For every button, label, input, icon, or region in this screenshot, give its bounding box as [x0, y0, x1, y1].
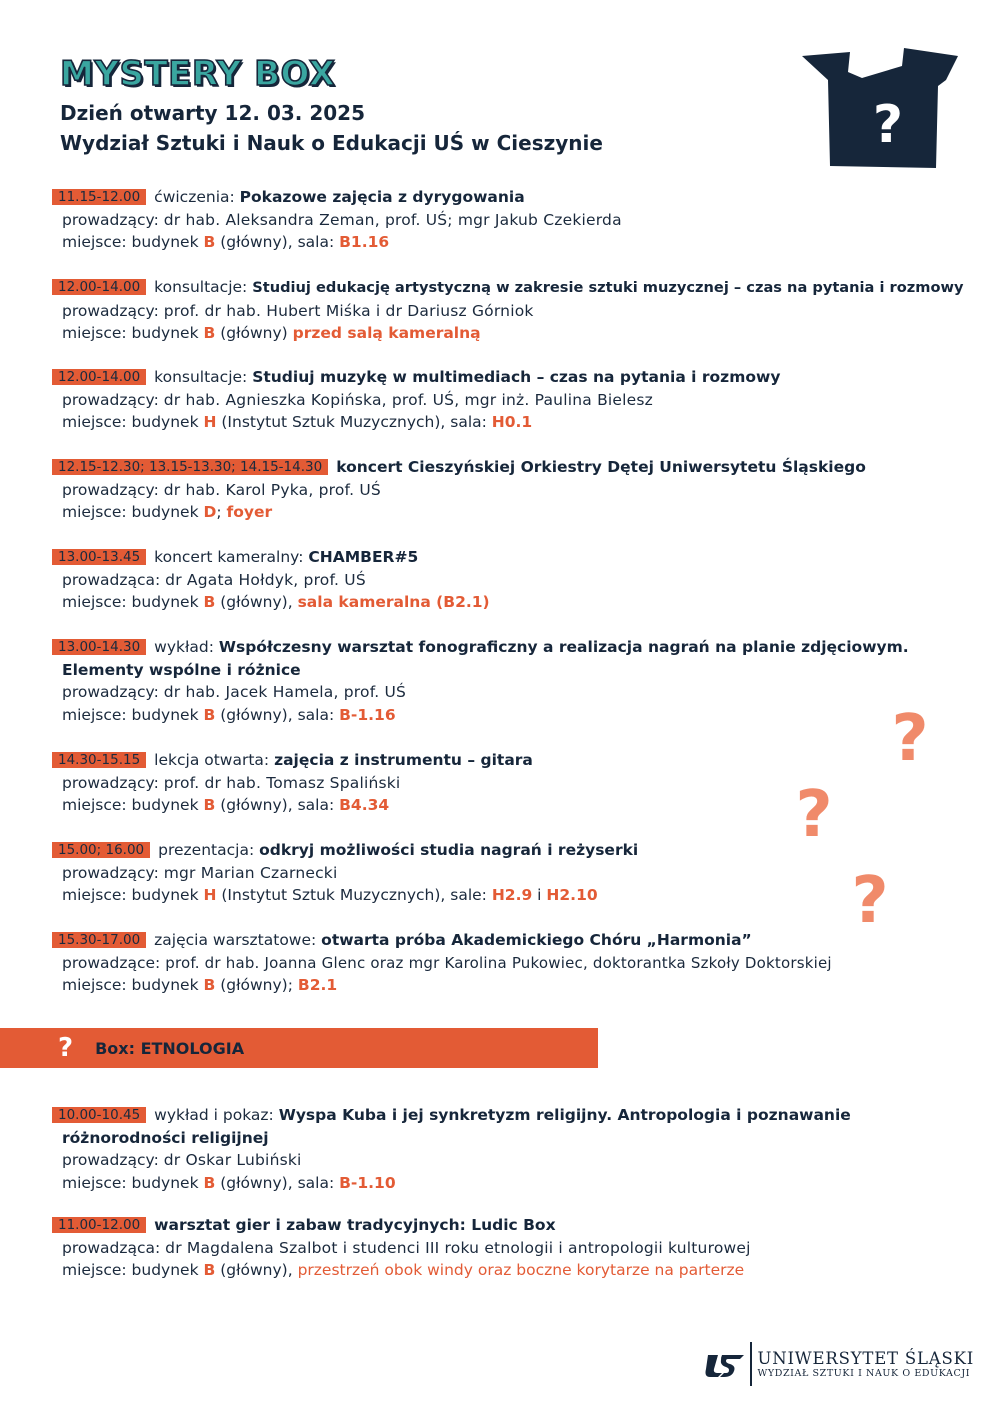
event-title: Studiuj edukację artystyczną w zakresie sztuki muzycznej – czas na pytania i rozmowy [252, 279, 964, 296]
room-code: foyer [226, 503, 273, 522]
university-name: UNIWERSYTET ŚLĄSKI [757, 1349, 975, 1368]
room-code: H2.10 [546, 886, 598, 905]
building-code: B [203, 796, 216, 815]
event-item: 12.15-12.30; 13.15-13.30; 14.15-14.30 koncert Cieszyńskiej Orkiestry Dętej Uniwersytetu Śląskiego prowadzący: dr hab. Karol Pyka, prof. UŚ miejsce: budynek D; foyer [62, 456, 970, 524]
svg-text:?: ? [795, 780, 833, 844]
event-time: 11.00-12.00 [52, 1217, 146, 1233]
event-title: Pokazowe zajęcia z dyrygowania [239, 188, 525, 206]
event-item: 15.00; 16.00 prezentacja: odkryj możliwości studia nagrań i reżyserki prowadzący: mgr Marian Czarnecki miejsce: budynek H (Instytut Sztuk Muzycznych), sale: H2.9 i H2.10 [62, 839, 970, 907]
event-item: 12.00-14.00 konsultacje: Studiuj edukację artystyczną w zakresie sztuki muzycznej – czas na pytania i rozmowy prowadzący: prof. dr hab. Hubert Miśka i dr Dariusz Górniok miejsce: budynek B (główny) przed salą kameralną [62, 276, 970, 345]
event-lead: dr hab. Agnieszka Kopińska, prof. UŚ, mgr inż. Paulina Bielesz [163, 390, 653, 409]
box-question-icon [800, 44, 962, 170]
building-code: B [203, 976, 216, 995]
building-code: B [203, 233, 216, 252]
event-time: 11.15-12.00 [52, 189, 146, 205]
event-time: 15.30-17.00 [52, 932, 146, 948]
event-time: 14.30-15.15 [52, 752, 146, 768]
event-lead: dr Oskar Lubiński [163, 1151, 302, 1170]
event-title: Wyspa Kuba i jej synkretyzm religijny. Antropologia i poznawanie [278, 1106, 851, 1124]
event-lead: prof. dr hab. Tomasz Spaliński [163, 773, 401, 792]
logo-divider [750, 1342, 752, 1386]
svg-text:?: ? [872, 95, 904, 155]
section-header-etnologia [0, 1028, 598, 1068]
building-code: B [203, 1261, 216, 1280]
event-title: koncert Cieszyńskiej Orkiestry Dętej Uniwersytetu Śląskiego [336, 458, 866, 476]
event-time: 12.00-14.00 [52, 369, 146, 385]
event-item: 13.00-13.45 koncert kameralny: CHAMBER#5 prowadząca: dr Agata Hołdyk, prof. UŚ miejsce: budynek B (główny), sala kameralna (B2.1) [62, 546, 970, 614]
event-lead: dr hab. Aleksandra Zeman, prof. UŚ; mgr Jakub Czekierda [163, 210, 622, 229]
event-item: 12.00-14.00 konsultacje: Studiuj muzykę w multimediach – czas na pytania i rozmowy prowadzący: dr hab. Agnieszka Kopińska, prof. UŚ, mgr inż. Paulina Bielesz miejsce: budynek H (Instytut Sztuk Muzycznych), sala: H0.1 [62, 366, 970, 434]
faculty-name-footer: WYDZIAŁ SZTUKI I NAUK O EDUKACJI [757, 1368, 971, 1379]
event-time: 10.00-10.45 [52, 1107, 146, 1123]
building-code: B [203, 593, 216, 612]
building-code: H [203, 886, 217, 905]
event-item: 11.00-12.00 warsztat gier i zabaw tradycyjnych: Ludic Box prowadząca: dr Magdalena Szalbot i studenci III roku etnologii i antropologii kulturowej miejsce: budynek B (główny), przestrzeń obok windy oraz boczne korytarze na parterze [62, 1214, 970, 1282]
room-code: B-1.16 [339, 705, 396, 724]
room-code: H2.9 [491, 886, 533, 905]
question-mark-icon: ? [58, 1033, 74, 1063]
event-title-cont: Elementy wspólne i różnice [62, 660, 301, 679]
event-lead: dr Agata Hołdyk, prof. UŚ [165, 570, 366, 589]
room-code: H0.1 [491, 413, 533, 432]
event-lead: dr Magdalena Szalbot i studenci III roku etnologii i antropologii kulturowej [165, 1238, 751, 1257]
faculty-name: Wydział Sztuki i Nauk o Edukacji UŚ w Cieszynie [60, 131, 603, 155]
event-lead: dr hab. Karol Pyka, prof. UŚ [163, 480, 381, 499]
university-logo [704, 1342, 974, 1386]
svg-text:?: ? [891, 704, 929, 768]
page-title: MYSTERY BOX [60, 54, 336, 94]
university-emblem-icon [704, 1349, 746, 1379]
section-title: Box: ETNOLOGIA [95, 1038, 245, 1058]
room-code: B-1.10 [339, 1173, 396, 1192]
event-title: otwarta próba Akademickiego Chóru „Harmonia” [321, 931, 752, 949]
event-lead: mgr Marian Czarnecki [163, 863, 338, 882]
event-time: 12.15-12.30; 13.15-13.30; 14.15-14.30 [52, 459, 328, 475]
event-title: Współczesny warsztat fonograficzny a realizacja nagrań na planie zdjęciowym. [218, 638, 909, 656]
event-lead: dr hab. Jacek Hamela, prof. UŚ [163, 683, 407, 702]
event-title: CHAMBER#5 [308, 548, 419, 566]
room-code: B4.34 [339, 796, 390, 815]
building-code: H [203, 413, 217, 432]
event-item: 14.30-15.15 lekcja otwarta: zajęcia z instrumentu – gitara prowadzący: prof. dr hab. Tomasz Spaliński miejsce: budynek B (główny), sala: B4.34 [62, 749, 970, 817]
building-code: B [203, 705, 216, 724]
event-title: zajęcia z instrumentu – gitara [274, 751, 533, 769]
event-item: 11.15-12.00 ćwiczenia: Pokazowe zajęcia z dyrygowania prowadzący: dr hab. Aleksandra Zeman, prof. UŚ; mgr Jakub Czekierda miejsce: budynek B (główny), sala: B1.16 [62, 186, 970, 254]
room-code: B1.16 [339, 233, 390, 252]
event-time: 15.00; 16.00 [52, 842, 150, 858]
room-location: przestrzeń obok windy oraz boczne korytarze na parterze [297, 1261, 745, 1280]
event-title: warsztat gier i zabaw tradycyjnych: Ludic Box [154, 1216, 556, 1234]
event-title-cont: różnorodności religijnej [62, 1128, 269, 1147]
event-lead: prof. dr hab. Joanna Glenc oraz mgr Karolina Pukowiec, doktorantka Szkoły Doktorskiej [165, 953, 832, 972]
event-item: 10.00-10.45 wykład i pokaz: Wyspa Kuba i jej synkretyzm religijny. Antropologia i poznawanie różnorodności religijnej prowadzący: dr Oskar Lubiński miejsce: budynek B (główny), sala: B-1.10 [62, 1104, 970, 1194]
building-code: D [203, 503, 217, 522]
event-time: 13.00-13.45 [52, 549, 146, 565]
event-time: 12.00-14.00 [52, 279, 146, 295]
room-code: B2.1 [297, 976, 338, 995]
building-code: B [203, 1173, 216, 1192]
event-lead: prof. dr hab. Hubert Miśka i dr Dariusz Górniok [163, 301, 534, 320]
event-item: 13.00-14.30 wykład: Współczesny warsztat fonograficzny a realizacja nagrań na planie zdjęciowym. Elementy wspólne i różnice prowadzący: dr hab. Jacek Hamela, prof. UŚ miejsce: budynek B (główny), sala: B-1.16 [62, 636, 970, 726]
room-code: przed salą kameralną [292, 324, 481, 343]
event-title: Studiuj muzykę w multimediach – czas na pytania i rozmowy [252, 368, 781, 386]
open-day-date: Dzień otwarty 12. 03. 2025 [60, 101, 366, 125]
room-code: sala kameralna (B2.1) [297, 593, 490, 612]
event-item: 15.30-17.00 zajęcia warsztatowe: otwarta próba Akademickiego Chóru „Harmonia” prowadzące: prof. dr hab. Joanna Glenc oraz mgr Karolina Pukowiec, doktorantka Szkoły Doktorskiej miejsce: budynek B (główny); B2.1 [62, 929, 970, 997]
event-time: 13.00-14.30 [52, 639, 146, 655]
building-code: B [203, 324, 216, 343]
svg-text:?: ? [851, 866, 889, 930]
event-title: odkryj możliwości studia nagrań i reżyserki [259, 841, 639, 859]
